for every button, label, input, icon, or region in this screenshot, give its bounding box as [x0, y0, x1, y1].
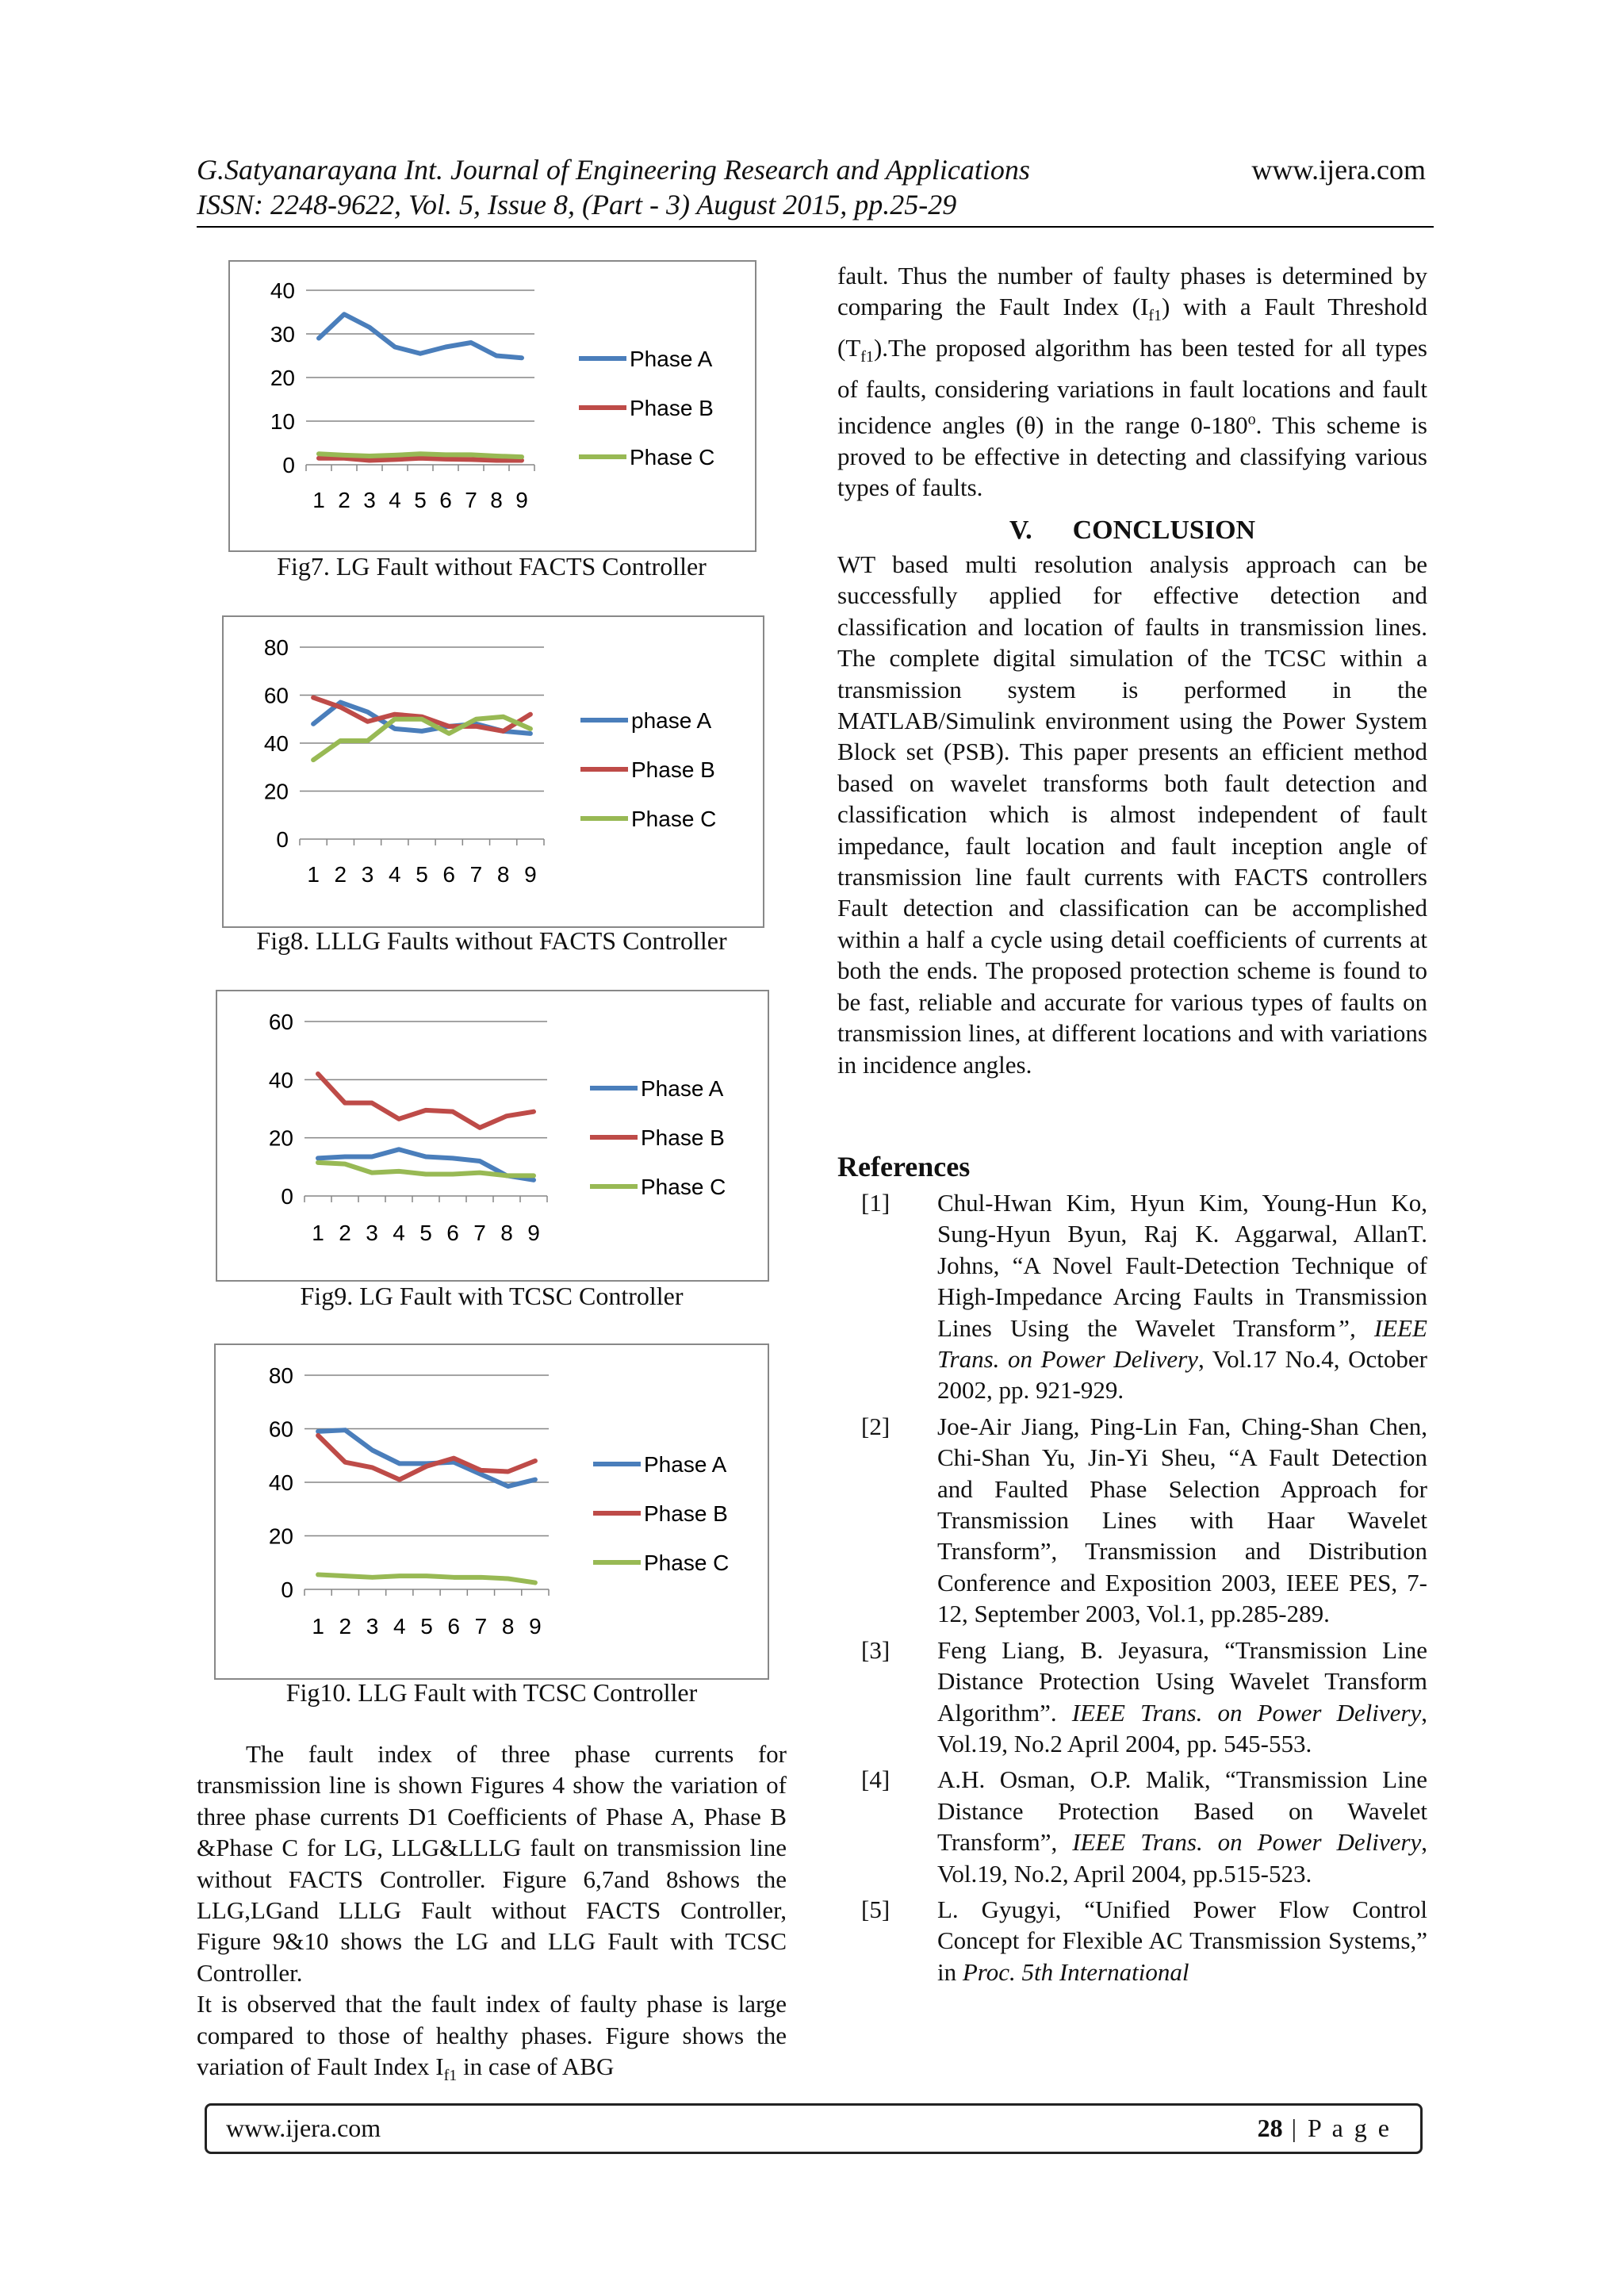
x-tick-label: 3	[366, 1614, 379, 1639]
issn-line: ISSN: 2248-9622, Vol. 5, Issue 8, (Part - 3) August 2015, pp.25-29	[197, 189, 957, 220]
reference-text: L. Gyugyi, “Unified Power Flow Control Concept for Flexible AC Transmission Systems,” in Proc. 5th International	[937, 1895, 1427, 1986]
fig8-svg	[224, 617, 763, 926]
y-tick-label: 40	[263, 731, 289, 756]
x-tick-label: 8	[496, 862, 510, 887]
legend-label: Phase A	[641, 1076, 724, 1101]
journal-url[interactable]: www.ijera.com	[1251, 154, 1426, 186]
legend-label: Phase B	[644, 1501, 728, 1526]
x-tick-label: 5	[420, 1614, 433, 1639]
x-tick-label: 9	[524, 862, 537, 887]
reference-item	[837, 1635, 1427, 1760]
body-paragraph: The fault index of three phase currents for transmission line is shown Figures 4 show the variation of three phase currents D1 Coefficients of Phase A, Phase B &Phase C for LG, LLG&LLLG fault on transmission line without FACTS Controller. Figure 6,7and 8shows the LLG,LGand LLLG Fault without FACTS Controller, Figure 9&10 shows the LG and LLG Fault with TCSC Controller.	[197, 1740, 787, 1987]
reference-number: [5]	[861, 1895, 891, 1923]
x-tick-label: 2	[339, 1221, 351, 1245]
fig10-chart	[214, 1343, 769, 1680]
reference-number: [2]	[861, 1412, 891, 1440]
reference-list	[837, 1187, 1427, 1992]
body-paragraph: It is observed that the fault index of faulty phase is large compared to those of healthy phases. Figure shows the variation of Fault Index $I_{f1}$ in case of ABG	[197, 1990, 787, 2085]
x-tick-label: 8	[490, 488, 503, 512]
y-tick-label: 0	[281, 1577, 293, 1602]
x-tick-label: 7	[474, 1614, 488, 1639]
series-line-3	[318, 1163, 534, 1176]
x-tick-label: 5	[419, 1221, 432, 1245]
reference-text: A.H. Osman, O.P. Malik, “Transmission Line Distance Protection Based on Wavelet Transform”, IEEE Trans. on Power Delivery, Vol.19, No.2, April 2004, pp.515-523.	[937, 1765, 1427, 1888]
x-tick-label: 6	[439, 488, 452, 512]
reference-text: Joe-Air Jiang, Ping-Lin Fan, Ching-Shan Chen, Chi-Shan Yu, Jin-Yi Sheu, “A Fault Detection and Faulted Phase Selection Approach for Transmission Lines with Haar Wavelet Transform”, Transmission and Distribution Conference and Exposition 2003, IEEE PES, 7-12, September 2003, Vol.1, pp.285-289.	[937, 1412, 1427, 1628]
x-tick-label: 6	[447, 1614, 461, 1639]
conclusion-text	[837, 549, 1427, 1080]
x-tick-label: 1	[312, 1614, 324, 1639]
reference-text: Chul-Hwan Kim, Hyun Kim, Young-Hun Ko, Sung-Hyun Byun, Raj K. Aggarwal, AllanT. Johns, “A Novel Fault-Detection Technique of High-Impedance Arcing Faults in Transmission Lines Using the Wavelet Transform”, IEEE Trans. on Power Delivery, Vol.17 No.4, October 2002, pp. 921-929.	[937, 1189, 1427, 1405]
y-tick-label: 60	[268, 1010, 293, 1034]
y-tick-label: 0	[282, 453, 295, 477]
x-tick-label: 4	[389, 488, 401, 512]
legend-label: Phase C	[630, 445, 715, 470]
x-tick-label: 9	[515, 488, 528, 512]
x-tick-label: 5	[414, 488, 427, 512]
y-tick-label: 0	[281, 1184, 293, 1209]
y-tick-label: 20	[268, 1524, 293, 1549]
fig9-chart	[216, 990, 769, 1282]
x-tick-label: 7	[473, 1221, 486, 1245]
y-tick-label: 20	[270, 366, 295, 390]
reference-number: [1]	[861, 1189, 891, 1217]
legend-label: Phase A	[630, 347, 713, 371]
y-tick-label: 60	[263, 683, 289, 708]
fig9-caption: Fig9. LG Fault with TCSC Controller	[300, 1282, 684, 1310]
series-line-2	[318, 1074, 534, 1128]
reference-text: Feng Liang, B. Jeyasura, “Transmission Line Distance Protection Using Wavelet Transform Algorithm”. IEEE Trans. on Power Delivery, Vol.19, No.2 April 2004, pp. 545-553.	[937, 1635, 1427, 1757]
legend-label: Phase C	[631, 807, 717, 831]
x-tick-label: 5	[416, 862, 428, 887]
reference-number: [4]	[861, 1765, 891, 1794]
y-tick-label: 20	[263, 779, 289, 804]
fig7-caption: Fig7. LG Fault without FACTS Controller	[277, 552, 707, 581]
body-paragraph: fault. Thus the number of faulty phases is determined by comparing the Fault Index $(I_{f1})$ with a Fault Threshold $(T_{f1}).The$ proposed algorithm has been tested for all types of faults, considering variations in fault locations and fault incidence angles (θ) in the range 0-180$^o$. This scheme is proved to be effective in detecting and classifying various types of faults.	[837, 262, 1427, 502]
y-tick-label: 30	[270, 322, 295, 347]
x-tick-label: 8	[500, 1221, 513, 1245]
x-tick-label: 2	[338, 488, 350, 512]
y-tick-label: 80	[268, 1363, 293, 1388]
reference-item	[837, 1764, 1427, 1889]
header-rule	[197, 226, 1434, 228]
y-tick-label: 40	[268, 1470, 293, 1495]
x-tick-label: 3	[363, 488, 376, 512]
x-tick-label: 7	[469, 862, 483, 887]
x-tick-label: 8	[501, 1614, 515, 1639]
journal-line: G.Satyanarayana Int. Journal of Engineering Research and Applications	[197, 154, 1030, 186]
fig8-caption: Fig8. LLLG Faults without FACTS Controller	[256, 926, 727, 955]
series-line-2	[318, 1435, 535, 1480]
fig7-chart	[228, 260, 756, 552]
series-line-1	[318, 1430, 535, 1486]
legend-label: Phase C	[644, 1550, 730, 1575]
x-tick-label: 3	[366, 1221, 378, 1245]
fig10-caption: Fig10. LLG Fault with TCSC Controller	[285, 1678, 698, 1707]
legend-label: Phase B	[630, 396, 714, 420]
reference-item	[837, 1411, 1427, 1630]
y-tick-label: 60	[268, 1416, 293, 1442]
footer-url[interactable]: www.ijera.com	[226, 2114, 381, 2142]
body-paragraph: WT based multi resolution analysis approach can be successfully applied for effective detection and classification and location of faults in transmission lines. The complete digital simulation of the TCSC within a transmission system is performed in the MATLAB/Simulink environment using the Power System Block set (PSB). This paper presents an efficient method based on wavelet transforms both fault detection and classification which is almost independent of fault impedance, fault location and fault inception angle of transmission line fault currents with FACTS controllers Fault detection and classification can be accomplished within a half a cycle using detail coefficients of currents at both the ends. The proposed protection scheme is found to be fast, reliable and accurate for various types of faults on transmission lines, at different locations and with variations in incidence angles.	[837, 550, 1427, 1079]
y-tick-label: 40	[268, 1068, 293, 1093]
x-tick-label: 4	[393, 1221, 405, 1245]
running-header	[197, 152, 1431, 222]
x-tick-label: 2	[334, 862, 347, 887]
references-heading: References	[837, 1151, 971, 1182]
y-tick-label: 10	[270, 409, 295, 434]
legend-label: Phase C	[641, 1175, 726, 1199]
x-tick-label: 9	[527, 1221, 540, 1245]
reference-number: [3]	[861, 1635, 891, 1664]
series-line-3	[318, 1574, 535, 1582]
legend-label: Phase B	[641, 1125, 725, 1150]
x-tick-label: 1	[307, 862, 320, 887]
x-tick-label: 2	[339, 1614, 352, 1639]
conclusion-heading: V. CONCLUSION	[1009, 516, 1256, 545]
y-tick-label: 40	[270, 278, 295, 303]
legend-label: phase A	[631, 708, 712, 733]
series-line-2	[319, 458, 522, 461]
x-tick-label: 4	[393, 1614, 406, 1639]
page-number: 28 | P a g e	[1257, 2114, 1392, 2142]
fig8-chart	[222, 615, 764, 928]
x-tick-label: 6	[442, 862, 456, 887]
x-tick-label: 1	[312, 1221, 324, 1245]
series-line-1	[319, 314, 522, 358]
y-tick-label: 20	[268, 1125, 293, 1151]
x-tick-label: 6	[446, 1221, 459, 1245]
x-tick-label: 1	[312, 488, 325, 512]
series-line-3	[313, 717, 530, 760]
y-tick-label: 80	[263, 635, 289, 660]
left-body-text	[197, 1738, 787, 2092]
right-body-text	[837, 260, 1427, 504]
fig10-svg	[216, 1345, 768, 1678]
legend-label: Phase B	[631, 757, 715, 782]
fig9-svg	[217, 991, 768, 1280]
x-tick-label: 7	[465, 488, 477, 512]
legend-label: Phase A	[644, 1452, 727, 1477]
reference-item	[837, 1894, 1427, 1987]
reference-item	[837, 1187, 1427, 1406]
fig7-svg	[230, 262, 755, 550]
page-footer	[205, 2103, 1423, 2154]
x-tick-label: 3	[361, 862, 374, 887]
y-tick-label: 0	[276, 827, 289, 852]
x-tick-label: 9	[529, 1614, 542, 1639]
x-tick-label: 4	[388, 862, 401, 887]
